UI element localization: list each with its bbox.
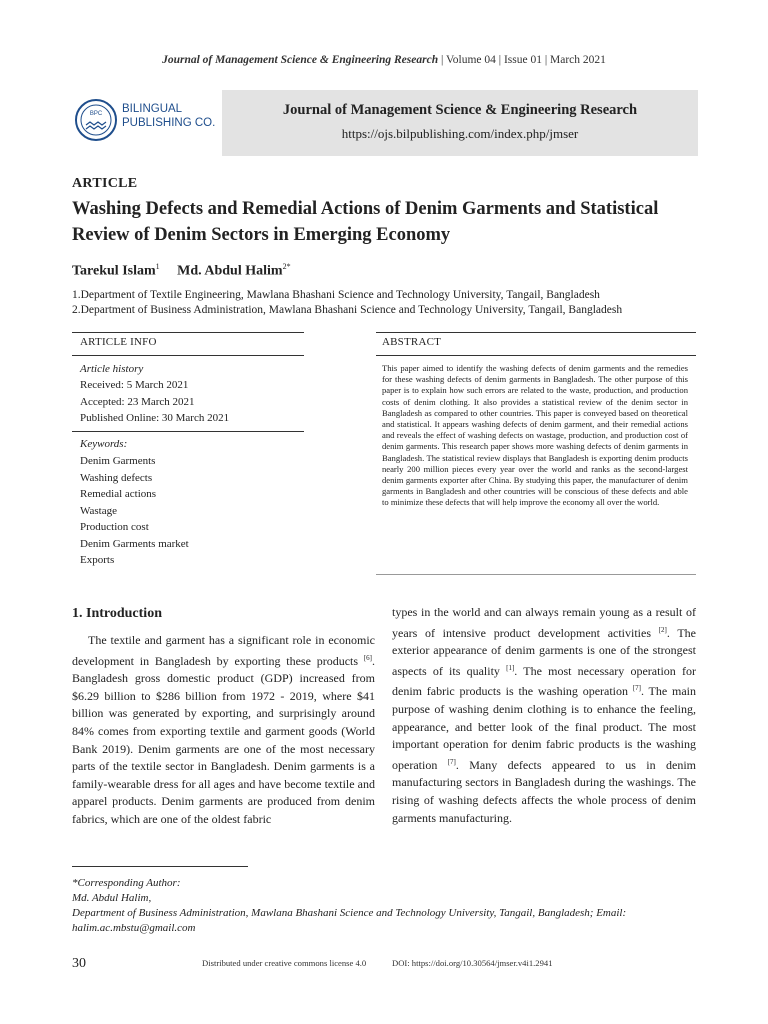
intro-text: types in the world and can always remain young as a result of years of intensive product development activities	[392, 605, 696, 640]
author-list	[72, 262, 291, 280]
running-head-journal: Journal of Management Science & Engineering Research	[162, 54, 439, 66]
affiliation-2: 2.Department of Business Administration, Mawlana Bhashani Science and Technology University, Tangail, Bangladesh	[72, 304, 623, 316]
intro-text: The textile and garment has a significant role in economic development in Bangladesh by exporting these products	[72, 633, 375, 668]
keyword-item: Exports	[80, 554, 115, 566]
abstract-heading: ABSTRACT	[382, 336, 442, 348]
citation[interactable]: [2]	[658, 625, 667, 634]
footnote-divider	[72, 866, 248, 867]
divider	[376, 332, 696, 333]
running-head	[0, 54, 768, 66]
intro-text: . Bangladesh gross domestic product (GDP) increased from $6.29 billion to $286 billion from 1972 - 2019, where $41 billion was generated by exporting, and surprisingly around 84% comes from exporting textile and garment goods (World Bank 2019). Denim garments are one of the most necessary parts of the textile sector in Bangladesh. Denim garments is a family-wearable dress for all ages and have become textile and apparel products. Denim garments are produced from denim fabrics, which are one of the oldest fabric	[72, 653, 375, 826]
article-history-label	[80, 361, 143, 378]
keyword-item: Remedial actions	[80, 488, 157, 500]
corresponding-author-address: Department of Business Administration, Mawlana Bhashani Science and Technology University, Tangail, Bangladesh; Email: halim.ac.mbstu@gmail.com	[72, 907, 627, 934]
divider	[72, 332, 304, 333]
journal-url[interactable]: https://ojs.bilpublishing.com/index.php/jmser	[341, 126, 579, 141]
citation[interactable]: [6]	[363, 653, 372, 662]
published-date: Published Online: 30 March 2021	[80, 412, 230, 424]
publisher-name-line2: PUBLISHING CO.	[122, 117, 216, 129]
page-number: 30	[72, 956, 86, 971]
article-info-heading: ARTICLE INFO	[80, 336, 157, 348]
license-note: Distributed under creative commons license 4.0	[202, 958, 367, 968]
section-heading-introduction: 1. Introduction	[72, 606, 162, 621]
intro-text: . The exterior appearance of denim garments is one of the strongest aspects of its quality	[392, 625, 696, 678]
running-head-details: | Volume 04 | Issue 01 | March 2021	[438, 54, 606, 66]
article-title: Washing Defects and Remedial Actions of Denim Garments and Statistical Review of Denim Sectors in Emerging Economy	[72, 199, 659, 245]
author-name: Md. Abdul Halim	[177, 263, 283, 279]
divider	[72, 355, 304, 356]
author-name: Tarekul Islam	[72, 263, 156, 279]
keyword-item: Wastage	[80, 505, 117, 517]
publisher-logo-icon	[74, 98, 118, 142]
doi-link[interactable]: DOI: https://doi.org/10.30564/jmser.v4i1.2941	[392, 958, 553, 968]
author-sup: 1	[155, 262, 160, 271]
article-history-label-text: Article history	[80, 363, 144, 375]
publisher-name	[122, 102, 215, 130]
affiliation-1: 1.Department of Textile Engineering, Mawlana Bhashani Science and Technology University, Tangail, Bangladesh	[72, 289, 600, 301]
abstract-text: This paper aimed to identify the washing defects of denim garments and the remedies for these washing defects of denim garments in Bangladesh. The other purpose of this paper is to explain how such errors are related to the waste, production, and production costs of denim clothing. It also provides a statistical review of the denim sector in Bangladesh as compared to other countries. This paper is conveyed based on theoretical and statistical. It appears washing defects of denim garment, and their remedial actions and reveals the effect of washing defects on wastage, production, and production cost of denim garments. This research paper shows more washing defects of denim garments in Bangladesh. The statistical review displays that Bangladesh is exporting denim products nearly 200 million pieces every year over the world and ranks as the second-largest denim garments exporter after China. By studying this paper, the manufacturer of denim garments in Bangladesh and other countries will be conscious of these defects and able to minimize these defects that will help improve the economy all over the world.	[382, 363, 688, 508]
banner-background	[222, 90, 698, 156]
citation[interactable]: [7]	[447, 757, 456, 766]
author-sup: 2*	[282, 262, 291, 271]
journal-banner	[66, 90, 698, 156]
citation[interactable]: [7]	[632, 684, 641, 693]
intro-column-1	[72, 632, 375, 829]
citation[interactable]: [1]	[506, 663, 515, 672]
corresponding-author-name: Md. Abdul Halim,	[72, 892, 152, 904]
article-label: ARTICLE	[72, 176, 138, 191]
keywords-label-text: Keywords:	[80, 438, 128, 450]
logo-badge-text: BPC	[89, 111, 103, 117]
intro-text: . Many defects appeared to us in denim manufacturing sectors in Bangladesh during the washings. The rising of washing defects affects the whole process of denim garments manufacturing.	[392, 757, 696, 825]
received-date: Received: 5 March 2021	[80, 379, 189, 391]
accepted-date: Accepted: 23 March 2021	[80, 396, 195, 408]
keyword-item: Denim Garments	[80, 455, 156, 467]
keywords-label	[80, 436, 127, 453]
divider	[72, 431, 304, 432]
intro-column-2	[392, 604, 696, 827]
intro-text: . The most necessary operation for denim fabric products is the washing operation	[392, 663, 696, 699]
publisher-name-line1: BILINGUAL	[122, 103, 183, 115]
keyword-item: Washing defects	[80, 472, 153, 484]
intro-text: . The main purpose of washing denim clothing is to enhance the feeling, appearance, and better look of the final product. The most important operation for denim fabric products is the washing operation	[392, 684, 696, 772]
divider	[376, 574, 696, 575]
corresponding-author-label: *Corresponding Author:	[72, 877, 181, 889]
keyword-item: Denim Garments market	[80, 538, 189, 550]
divider	[376, 355, 696, 356]
keyword-item: Production cost	[80, 521, 149, 533]
journal-title: Journal of Management Science & Engineering Research	[282, 102, 638, 118]
